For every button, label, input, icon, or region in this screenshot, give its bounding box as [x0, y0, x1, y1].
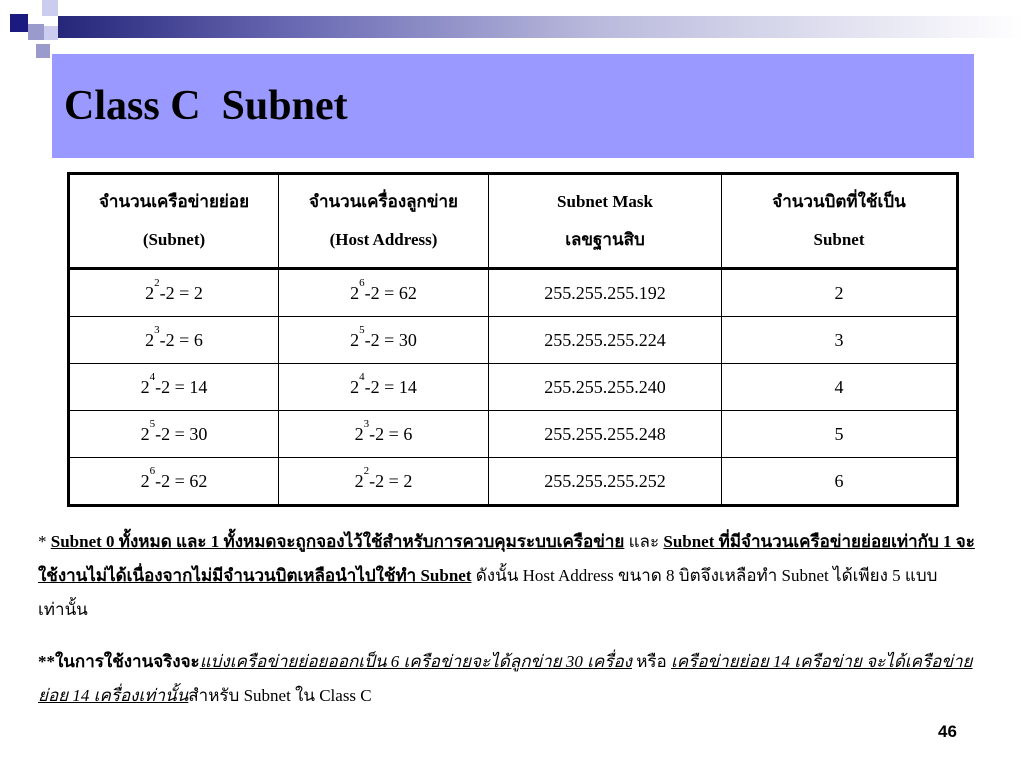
header-line: (Subnet): [142, 230, 206, 249]
subnet-mask-cell: 255.255.255.252: [489, 458, 722, 506]
subnet-bits-cell: 6: [722, 458, 958, 506]
top-gradient-bar: [58, 16, 1024, 38]
subnet-bits-cell: 4: [722, 364, 958, 411]
header-line: Subnet: [813, 230, 865, 249]
header-host-count: [279, 174, 489, 269]
header-line: (Host Address): [329, 230, 438, 249]
table-header-row: [69, 174, 958, 269]
subnet-count-cell: $2^3-2 = 6$: [69, 317, 279, 364]
footnote-reserved-subnets: * Subnet 0 ทั้งหมด และ 1 ทั้งหมดจะถูกจองไว้ใช้สำหรับการควบคุมระบบเครือข่าย และ Subnet ที่มีจำนวนเครือข่ายย่อยเท่ากับ 1 จะใช้งานไม่ได้เนื่องจากไม่มีจำนวนบิตเหลือนำไปใช้ทำ Subnet ดังนั้น Host Address ขนาด 8 บิตจึงเหลือทำ Subnet ได้เพียง 5 แบบเท่านั้น: [38, 532, 975, 619]
subnet-table: [67, 172, 959, 507]
footnote-emphasis: เครือข่ายย่อย 14 เครือข่าย จะได้เครือข่ายย่อย 14 เครื่องเท่านั้น: [38, 652, 973, 705]
host-count-cell: $2^5-2 = 30$: [279, 317, 489, 364]
table-row: [69, 364, 958, 411]
table-row: [69, 458, 958, 506]
subnet-mask-cell: 255.255.255.248: [489, 411, 722, 458]
subnet-count-cell: $2^2-2 = 2$: [69, 269, 279, 317]
subnet-count-cell: $2^6-2 = 62$: [69, 458, 279, 506]
subnet-mask-cell: 255.255.255.192: [489, 269, 722, 317]
host-count-cell: $2^4-2 = 14$: [279, 364, 489, 411]
subnet-bits-cell: 2: [722, 269, 958, 317]
corner-square-light-2: [44, 26, 58, 40]
subnet-mask-cell: 255.255.255.224: [489, 317, 722, 364]
subnet-bits-cell: 5: [722, 411, 958, 458]
subnet-bits-cell: 3: [722, 317, 958, 364]
footnote-emphasis: Subnet 0 ทั้งหมด และ 1 ทั้งหมดจะถูกจองไว้ใช้สำหรับการควบคุมระบบเครือข่าย: [50, 532, 625, 551]
subnet-count-cell: $2^5-2 = 30$: [69, 411, 279, 458]
header-line: จำนวนเครือข่ายย่อย: [98, 192, 250, 211]
table-row: [69, 411, 958, 458]
header-line: จำนวนเครื่องลูกข่าย: [309, 192, 458, 211]
footnote-practical-use: **ในการใช้งานจริงจะแบ่งเครือข่ายย่อยออกเป็น 6 เครือข่ายจะได้ลูกข่าย 30 เครื่อง หรือ เครือข่ายย่อย 14 เครือข่าย จะได้เครือข่ายย่อย 14 เครื่องเท่านั้นสำหรับ Subnet ใน Class C: [38, 652, 973, 705]
table-row: [69, 317, 958, 364]
header-subnet-bits: [722, 174, 958, 269]
subnet-count-cell: $2^4-2 = 14$: [69, 364, 279, 411]
host-count-cell: $2^6-2 = 62$: [279, 269, 489, 317]
host-count-cell: $2^2-2 = 2$: [279, 458, 489, 506]
header-line: จำนวนบิตที่ใช้เป็น: [772, 192, 906, 211]
table-row: [69, 269, 958, 317]
footnote-lead: **ในการใช้งานจริงจะ: [38, 652, 200, 671]
slide-title: Class C Subnet: [64, 83, 348, 129]
footnote-emphasis: แบ่งเครือข่ายย่อยออกเป็น 6 เครือข่ายจะได้ลูกข่าย 30 เครื่อง: [199, 652, 632, 671]
corner-square-mid-2: [36, 44, 50, 58]
page-number: 46: [938, 722, 957, 741]
host-count-cell: $2^3-2 = 6$: [279, 411, 489, 458]
header-line: Subnet Mask: [557, 192, 653, 211]
header-subnet-count: [69, 174, 279, 269]
header-subnet-mask: [489, 174, 722, 269]
header-line: เลขฐานสิบ: [565, 230, 645, 249]
footnote-emphasis: Subnet ที่มีจำนวนเครือข่ายย่อยเท่ากับ 1 จะใช้งานไม่ได้เนื่องจากไม่มีจำนวนบิตเหลือนำไปใช้ทำ Subnet: [38, 532, 975, 585]
corner-square-dark: [10, 14, 28, 32]
corner-square-light: [42, 0, 58, 16]
corner-square-mid: [28, 24, 44, 40]
subnet-mask-cell: 255.255.255.240: [489, 364, 722, 411]
